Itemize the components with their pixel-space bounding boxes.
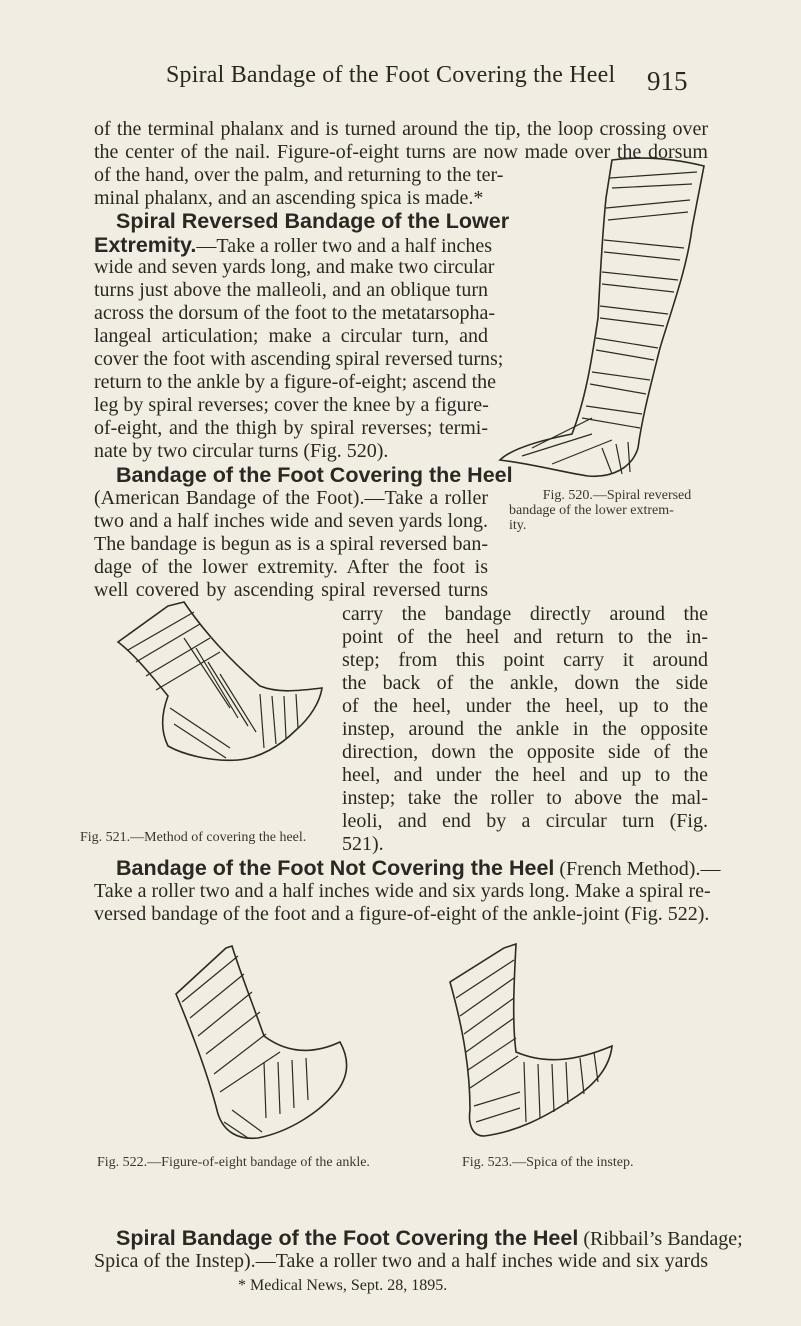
section4-heading-line bbox=[116, 1226, 743, 1251]
intro-line-4: minal phalanx, and an ascending spica is made.* bbox=[94, 187, 484, 209]
section1-first-line bbox=[94, 233, 493, 258]
intro-line-1: of the terminal phalanx and is turned around the tip, the loop crossing over bbox=[94, 118, 708, 140]
section1-line-4: langeal articulation; make a circular turn, and bbox=[94, 325, 488, 347]
section2-side-line-7: heel, and under the heel and up to the bbox=[342, 764, 708, 786]
section2-line-0: (American Bandage of the Foot).—Take a roller bbox=[94, 487, 488, 509]
section1-line-0: —Take a roller two and a half inches bbox=[196, 235, 493, 257]
footnote: * Medical News, Sept. 28, 1895. bbox=[238, 1277, 448, 1294]
fig522-illustration bbox=[168, 942, 358, 1142]
running-header: Spiral Bandage of the Foot Covering the Heel bbox=[166, 62, 616, 88]
page-number: 915 bbox=[647, 66, 688, 96]
section1-line-7: leg by spiral reverses; cover the knee by a figure- bbox=[94, 394, 489, 416]
section2-side-line-6: direction, down the opposite side of the bbox=[342, 741, 708, 763]
section2-side-line-10: 521). bbox=[342, 833, 384, 855]
section1-heading: Spiral Reversed Bandage of the Lower bbox=[116, 209, 510, 233]
section2-side-line-9: leoli, and end by a circular turn (Fig. bbox=[342, 810, 708, 832]
section3-heading-tail: (French Method).— bbox=[554, 858, 721, 880]
fig520-caption-line-3: ity. bbox=[509, 518, 527, 533]
section2-side-line-5: instep, around the ankle in the opposite bbox=[342, 718, 708, 740]
section2-side-line-2: step; from this point carry it around bbox=[342, 649, 708, 671]
section2-line-1: two and a half inches wide and seven yards long. bbox=[94, 510, 488, 532]
fig521-caption: Fig. 521.—Method of covering the heel. bbox=[80, 830, 307, 845]
section4-line-0: Spica of the Instep).—Take a roller two and a half inches wide and six yards bbox=[94, 1250, 708, 1272]
section2-side-line-8: instep; take the roller to above the mal- bbox=[342, 787, 708, 809]
section4-heading: Spiral Bandage of the Foot Covering the Heel bbox=[116, 1226, 579, 1250]
section1-line-2: turns just above the malleoli, and an oblique turn bbox=[94, 279, 488, 301]
fig522-caption: Fig. 522.—Figure-of-eight bandage of the ankle. bbox=[97, 1155, 370, 1170]
intro-line-3: of the hand, over the palm, and returning to the ter- bbox=[94, 164, 504, 186]
section2-side-line-1: point of the heel and return to the in- bbox=[342, 626, 708, 648]
section2-side-line-0: carry the bandage directly around the bbox=[342, 603, 708, 625]
fig523-caption: Fig. 523.—Spica of the instep. bbox=[462, 1155, 634, 1170]
section2-side-line-3: the back of the ankle, down the side bbox=[342, 672, 708, 694]
section2-side-line-4: of the heel, under the heel, up to the bbox=[342, 695, 708, 717]
fig523-illustration bbox=[424, 942, 624, 1142]
fig520-caption-line-1: Fig. 520.—Spiral reversed bbox=[542, 488, 692, 503]
fig521-illustration bbox=[110, 598, 332, 766]
section1-line-9: nate by two circular turns (Fig. 520). bbox=[94, 440, 389, 462]
section2-line-4: well covered by ascending spiral reversed turns bbox=[94, 579, 488, 601]
section1-line-1: wide and seven yards long, and make two circular bbox=[94, 256, 495, 278]
section1-line-3: across the dorsum of the foot to the metatarsopha- bbox=[94, 302, 495, 324]
section2-line-2: The bandage is begun as is a spiral reversed ban- bbox=[94, 533, 488, 555]
section4-heading-tail: (Ribbail’s Bandage; bbox=[578, 1228, 743, 1250]
section3-heading: Bandage of the Foot Not Covering the Heel bbox=[116, 856, 555, 880]
fig520-caption-line-2: bandage of the lower extrem- bbox=[509, 503, 674, 518]
section3-line-0: Take a roller two and a half inches wide and six yards long. Make a spiral re- bbox=[94, 880, 711, 902]
section2-heading: Bandage of the Foot Covering the Heel bbox=[116, 463, 513, 487]
section3-heading-line bbox=[116, 856, 720, 881]
section1-line-5: cover the foot with ascending spiral reversed turns; bbox=[94, 348, 504, 370]
section2-line-3: dage of the lower extremity. After the foot is bbox=[94, 556, 488, 578]
section1-heading-end: Extremity. bbox=[94, 233, 197, 257]
section1-line-8: of-eight, and the thigh by spiral reverses; termi- bbox=[94, 417, 488, 439]
section3-line-1: versed bandage of the foot and a figure-of-eight of the ankle-joint (Fig. 522). bbox=[94, 903, 710, 925]
section1-line-6: return to the ankle by a figure-of-eight; ascend the bbox=[94, 371, 497, 393]
intro-line-2: the center of the nail. Figure-of-eight turns are now made over the dorsum bbox=[94, 141, 708, 163]
fig520-illustration bbox=[492, 148, 722, 478]
